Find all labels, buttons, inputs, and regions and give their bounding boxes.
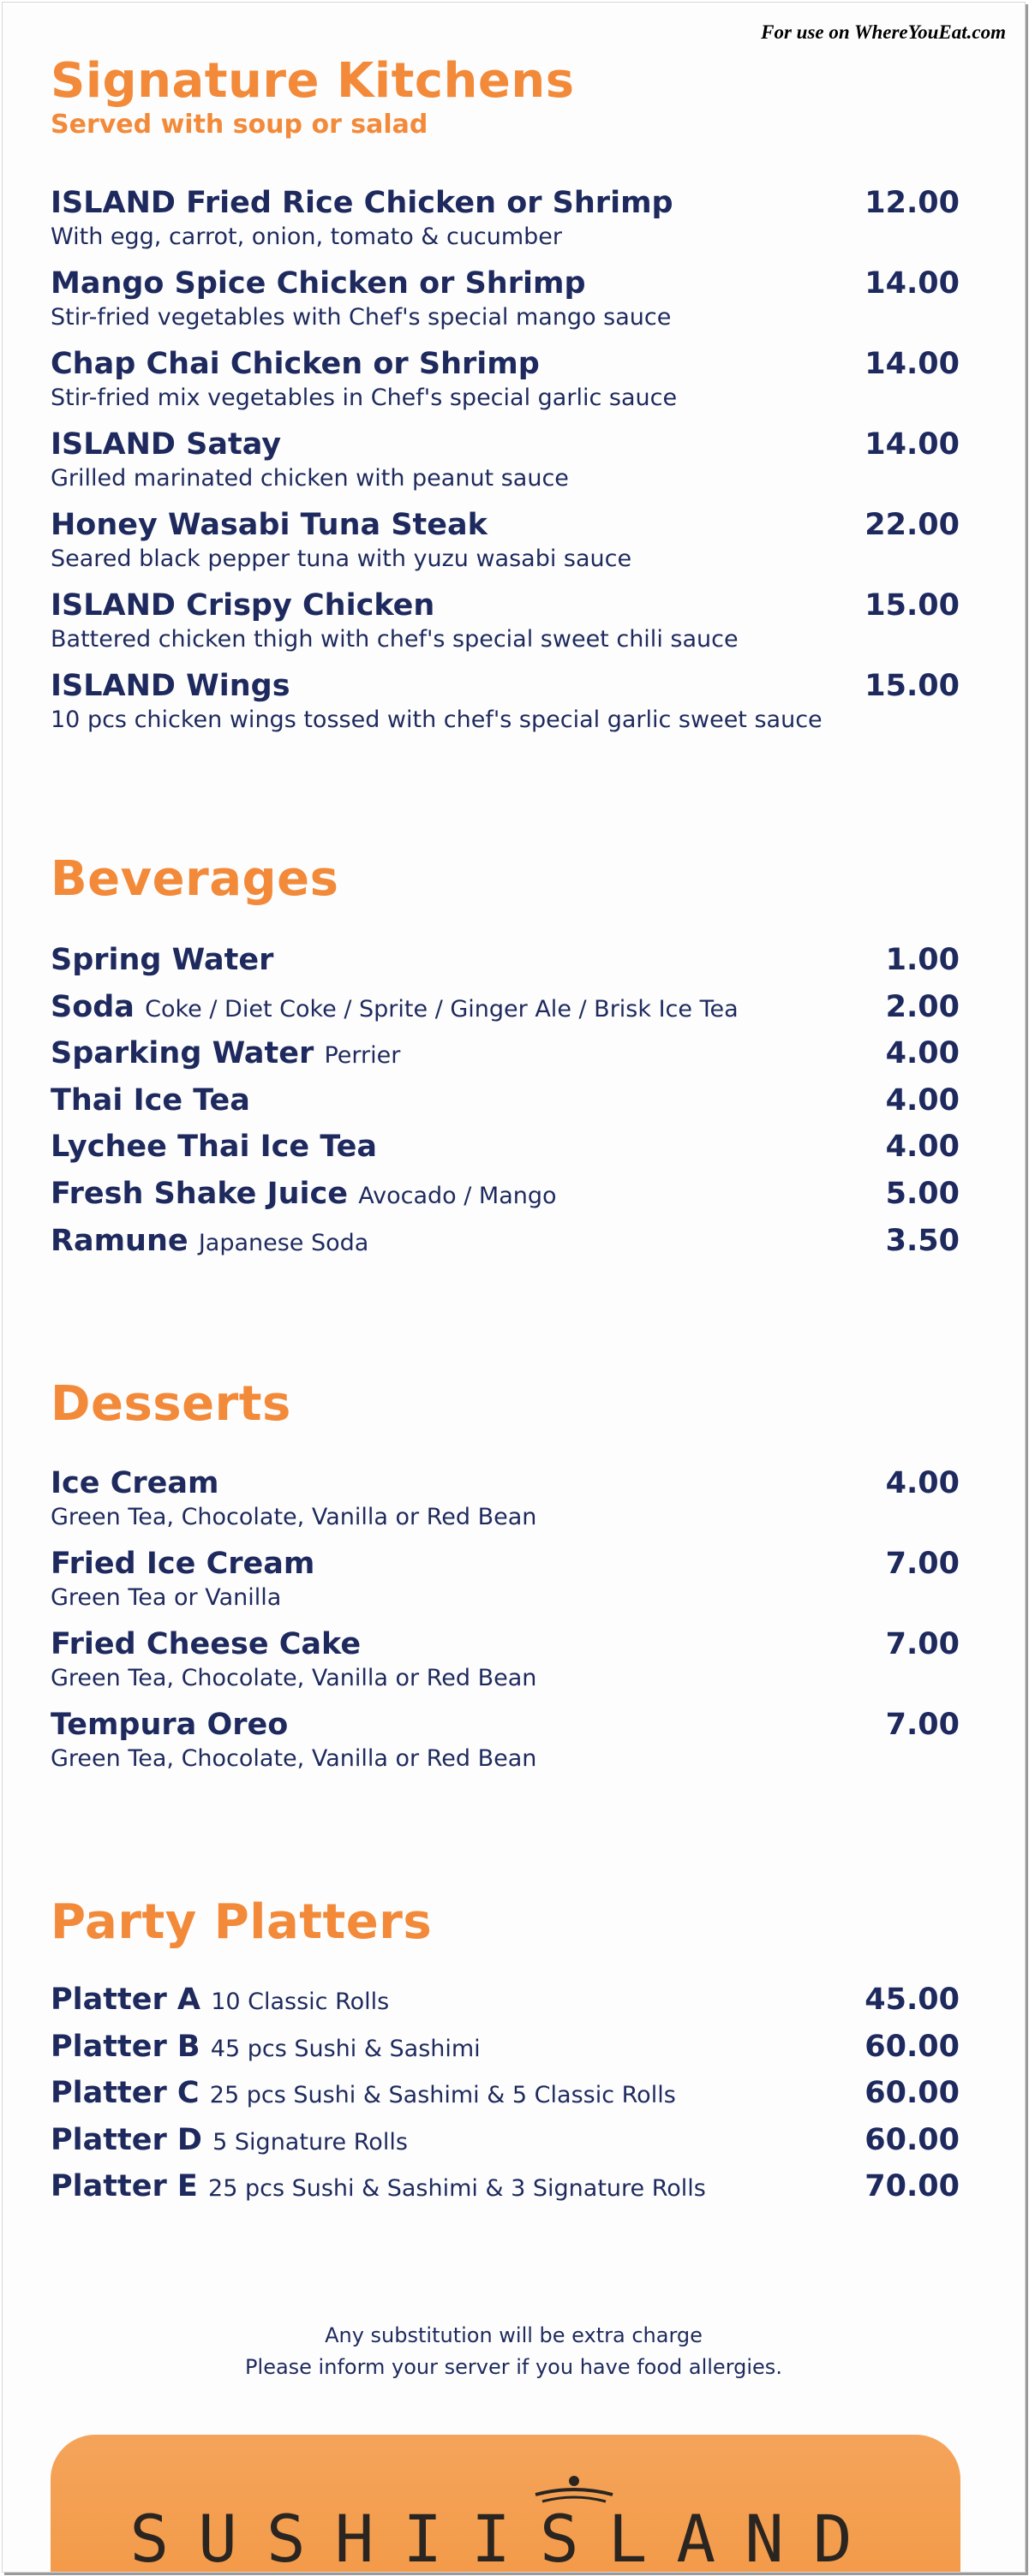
- menu-item: [51, 1036, 960, 1083]
- item-description: Avocado / Mango: [358, 1182, 557, 1209]
- section-desserts: [51, 1376, 960, 1788]
- item-description: 25 pcs Sushi & Sashimi & 5 Classic Rolls: [209, 2082, 676, 2109]
- section-signature-kitchens: [51, 53, 960, 749]
- menu-item: [51, 1547, 960, 1627]
- item-price: 7.00: [885, 1627, 960, 1661]
- item-name: Platter B: [51, 2029, 200, 2064]
- section-title: Desserts: [51, 1376, 291, 1432]
- item-name: ISLAND Fried Rice Chicken or Shrimp: [51, 186, 673, 220]
- item-name: Fresh Shake Juice: [51, 1176, 349, 1211]
- menu-item: [51, 990, 960, 1037]
- item-price: 15.00: [864, 588, 960, 623]
- menu-item: [51, 2169, 960, 2216]
- item-price: 12.00: [864, 186, 960, 220]
- item-description: Green Tea or Vanilla: [51, 1584, 282, 1612]
- watermark: For use on WhereYouEat.com: [761, 21, 1006, 43]
- item-name: ISLAND Crispy Chicken: [51, 588, 435, 623]
- item-name-line: [51, 1083, 960, 1118]
- item-price: 15.00: [864, 669, 960, 703]
- menu-item: [51, 588, 960, 669]
- item-price: 60.00: [864, 2029, 960, 2064]
- menu-item: [51, 669, 960, 749]
- item-name: Fried Ice Cream: [51, 1547, 315, 1581]
- item-price: 60.00: [864, 2122, 960, 2157]
- item-name-line: [51, 1224, 960, 1258]
- item-name-line: [51, 2076, 960, 2110]
- item-price: 7.00: [885, 1547, 960, 1581]
- item-description: Green Tea, Chocolate, Vanilla or Red Bean: [51, 1504, 537, 1531]
- item-name-line: [51, 2123, 960, 2157]
- item-description: Stir-fried mix vegetables in Chef's special garlic sauce: [51, 385, 678, 412]
- footer-line-allergies: Please inform your server if you have food allergies.: [245, 2355, 782, 2380]
- item-name: Fried Cheese Cake: [51, 1627, 362, 1661]
- menu-item: [51, 427, 960, 508]
- item-description: Battered chicken thigh with chef's special sweet chili sauce: [51, 626, 739, 653]
- section-title: Party Platters: [51, 1894, 433, 1950]
- item-price: 14.00: [864, 266, 960, 301]
- item-name: Mango Spice Chicken or Shrimp: [51, 266, 586, 301]
- item-name: Lychee Thai Ice Tea: [51, 1130, 377, 1165]
- menu-item: [51, 1177, 960, 1224]
- item-price: 1.00: [885, 943, 960, 977]
- signature-item-list: [51, 186, 960, 749]
- item-description: With egg, carrot, onion, tomato & cucumber: [51, 224, 563, 251]
- item-price: 14.00: [864, 427, 960, 462]
- menu-item: [51, 347, 960, 427]
- item-name-line: [51, 1130, 960, 1164]
- item-name: ISLAND Satay: [51, 427, 282, 462]
- item-name: Sparking Water: [51, 1036, 314, 1071]
- item-description: 10 pcs chicken wings tossed with chef's special garlic sweet sauce: [51, 707, 823, 734]
- item-name: Ice Cream: [51, 1466, 219, 1500]
- item-price: 4.00: [885, 1036, 960, 1071]
- menu-item: [51, 943, 960, 990]
- item-name-line: [51, 1036, 960, 1070]
- footer-notes: [3, 2320, 1025, 2383]
- item-name: Thai Ice Tea: [51, 1082, 250, 1118]
- menu-item: [51, 1224, 960, 1271]
- item-name-line: [51, 2030, 960, 2064]
- menu-item: [51, 2123, 960, 2170]
- item-description: 10 Classic Rolls: [211, 1989, 390, 2015]
- item-price: 2.00: [885, 989, 960, 1024]
- menu-item: [51, 1083, 960, 1130]
- footer-line-substitution: Any substitution will be extra charge: [325, 2323, 703, 2347]
- item-description: Coke / Diet Coke / Sprite / Ginger Ale / Brisk Ice Tea: [145, 995, 739, 1023]
- item-price: 4.00: [885, 1130, 960, 1165]
- item-description: 45 pcs Sushi & Sashimi: [210, 2035, 481, 2062]
- item-name: Spring Water: [51, 943, 274, 977]
- item-description: Perrier: [324, 1042, 401, 1070]
- item-description: Stir-fried vegetables with Chef's special mango sauce: [51, 304, 672, 331]
- item-price: 7.00: [885, 1708, 960, 1742]
- menu-item: [51, 186, 960, 266]
- menu-item: [51, 1466, 960, 1547]
- item-name: Soda: [51, 989, 135, 1024]
- item-price: 4.00: [885, 1466, 960, 1500]
- item-name: Honey Wasabi Tuna Steak: [51, 508, 488, 542]
- item-price: 22.00: [864, 508, 960, 542]
- item-price: 45.00: [864, 1983, 960, 2017]
- menu-item: [51, 266, 960, 347]
- item-price: 5.00: [885, 1176, 960, 1211]
- menu-page: [2, 2, 1026, 2573]
- item-name: Ramune: [51, 1223, 188, 1258]
- dessert-item-list: [51, 1466, 960, 1788]
- item-name-line: [51, 2169, 960, 2203]
- menu-item: [51, 1627, 960, 1708]
- item-name-line: [51, 1983, 960, 2017]
- item-description: Green Tea, Chocolate, Vanilla or Red Bean: [51, 1745, 537, 1773]
- item-price: 60.00: [864, 2076, 960, 2111]
- item-name: Platter A: [51, 1983, 200, 2017]
- item-name: Platter D: [51, 2122, 202, 2157]
- item-name: Platter C: [51, 2076, 200, 2111]
- item-description: Seared black pepper tuna with yuzu wasabi sauce: [51, 546, 632, 573]
- item-price: 70.00: [864, 2169, 960, 2204]
- item-name-line: [51, 990, 960, 1024]
- platter-item-list: [51, 1983, 960, 2216]
- logo-wordmark: SUSHIISLAND: [129, 2501, 882, 2573]
- section-beverages: [51, 851, 960, 1270]
- menu-item: [51, 2076, 960, 2123]
- menu-item: [51, 1983, 960, 2030]
- item-description: Grilled marinated chicken with peanut sauce: [51, 465, 569, 492]
- section-subtitle: Served with soup or salad: [51, 110, 428, 140]
- item-description: Japanese Soda: [198, 1229, 369, 1256]
- item-name: Chap Chai Chicken or Shrimp: [51, 347, 540, 381]
- item-name: Platter E: [51, 2169, 198, 2204]
- item-name: ISLAND Wings: [51, 669, 290, 703]
- menu-item: [51, 508, 960, 588]
- item-price: 14.00: [864, 347, 960, 381]
- logo-band: [51, 2435, 960, 2573]
- item-price: 3.50: [885, 1223, 960, 1258]
- item-name-line: [51, 943, 960, 977]
- item-name-line: [51, 1177, 960, 1211]
- item-description: Green Tea, Chocolate, Vanilla or Red Bean: [51, 1665, 537, 1692]
- menu-item: [51, 1708, 960, 1788]
- menu-item: [51, 1130, 960, 1177]
- menu-item: [51, 2030, 960, 2077]
- item-description: 25 pcs Sushi & Sashimi & 3 Signature Rolls: [208, 2175, 706, 2203]
- section-title: Signature Kitchens: [51, 53, 575, 109]
- item-description: 5 Signature Rolls: [212, 2128, 408, 2156]
- section-party-platters: [51, 1894, 960, 2216]
- beverage-item-list: [51, 943, 960, 1270]
- item-price: 4.00: [885, 1082, 960, 1118]
- section-title: Beverages: [51, 851, 339, 907]
- item-name: Tempura Oreo: [51, 1708, 289, 1742]
